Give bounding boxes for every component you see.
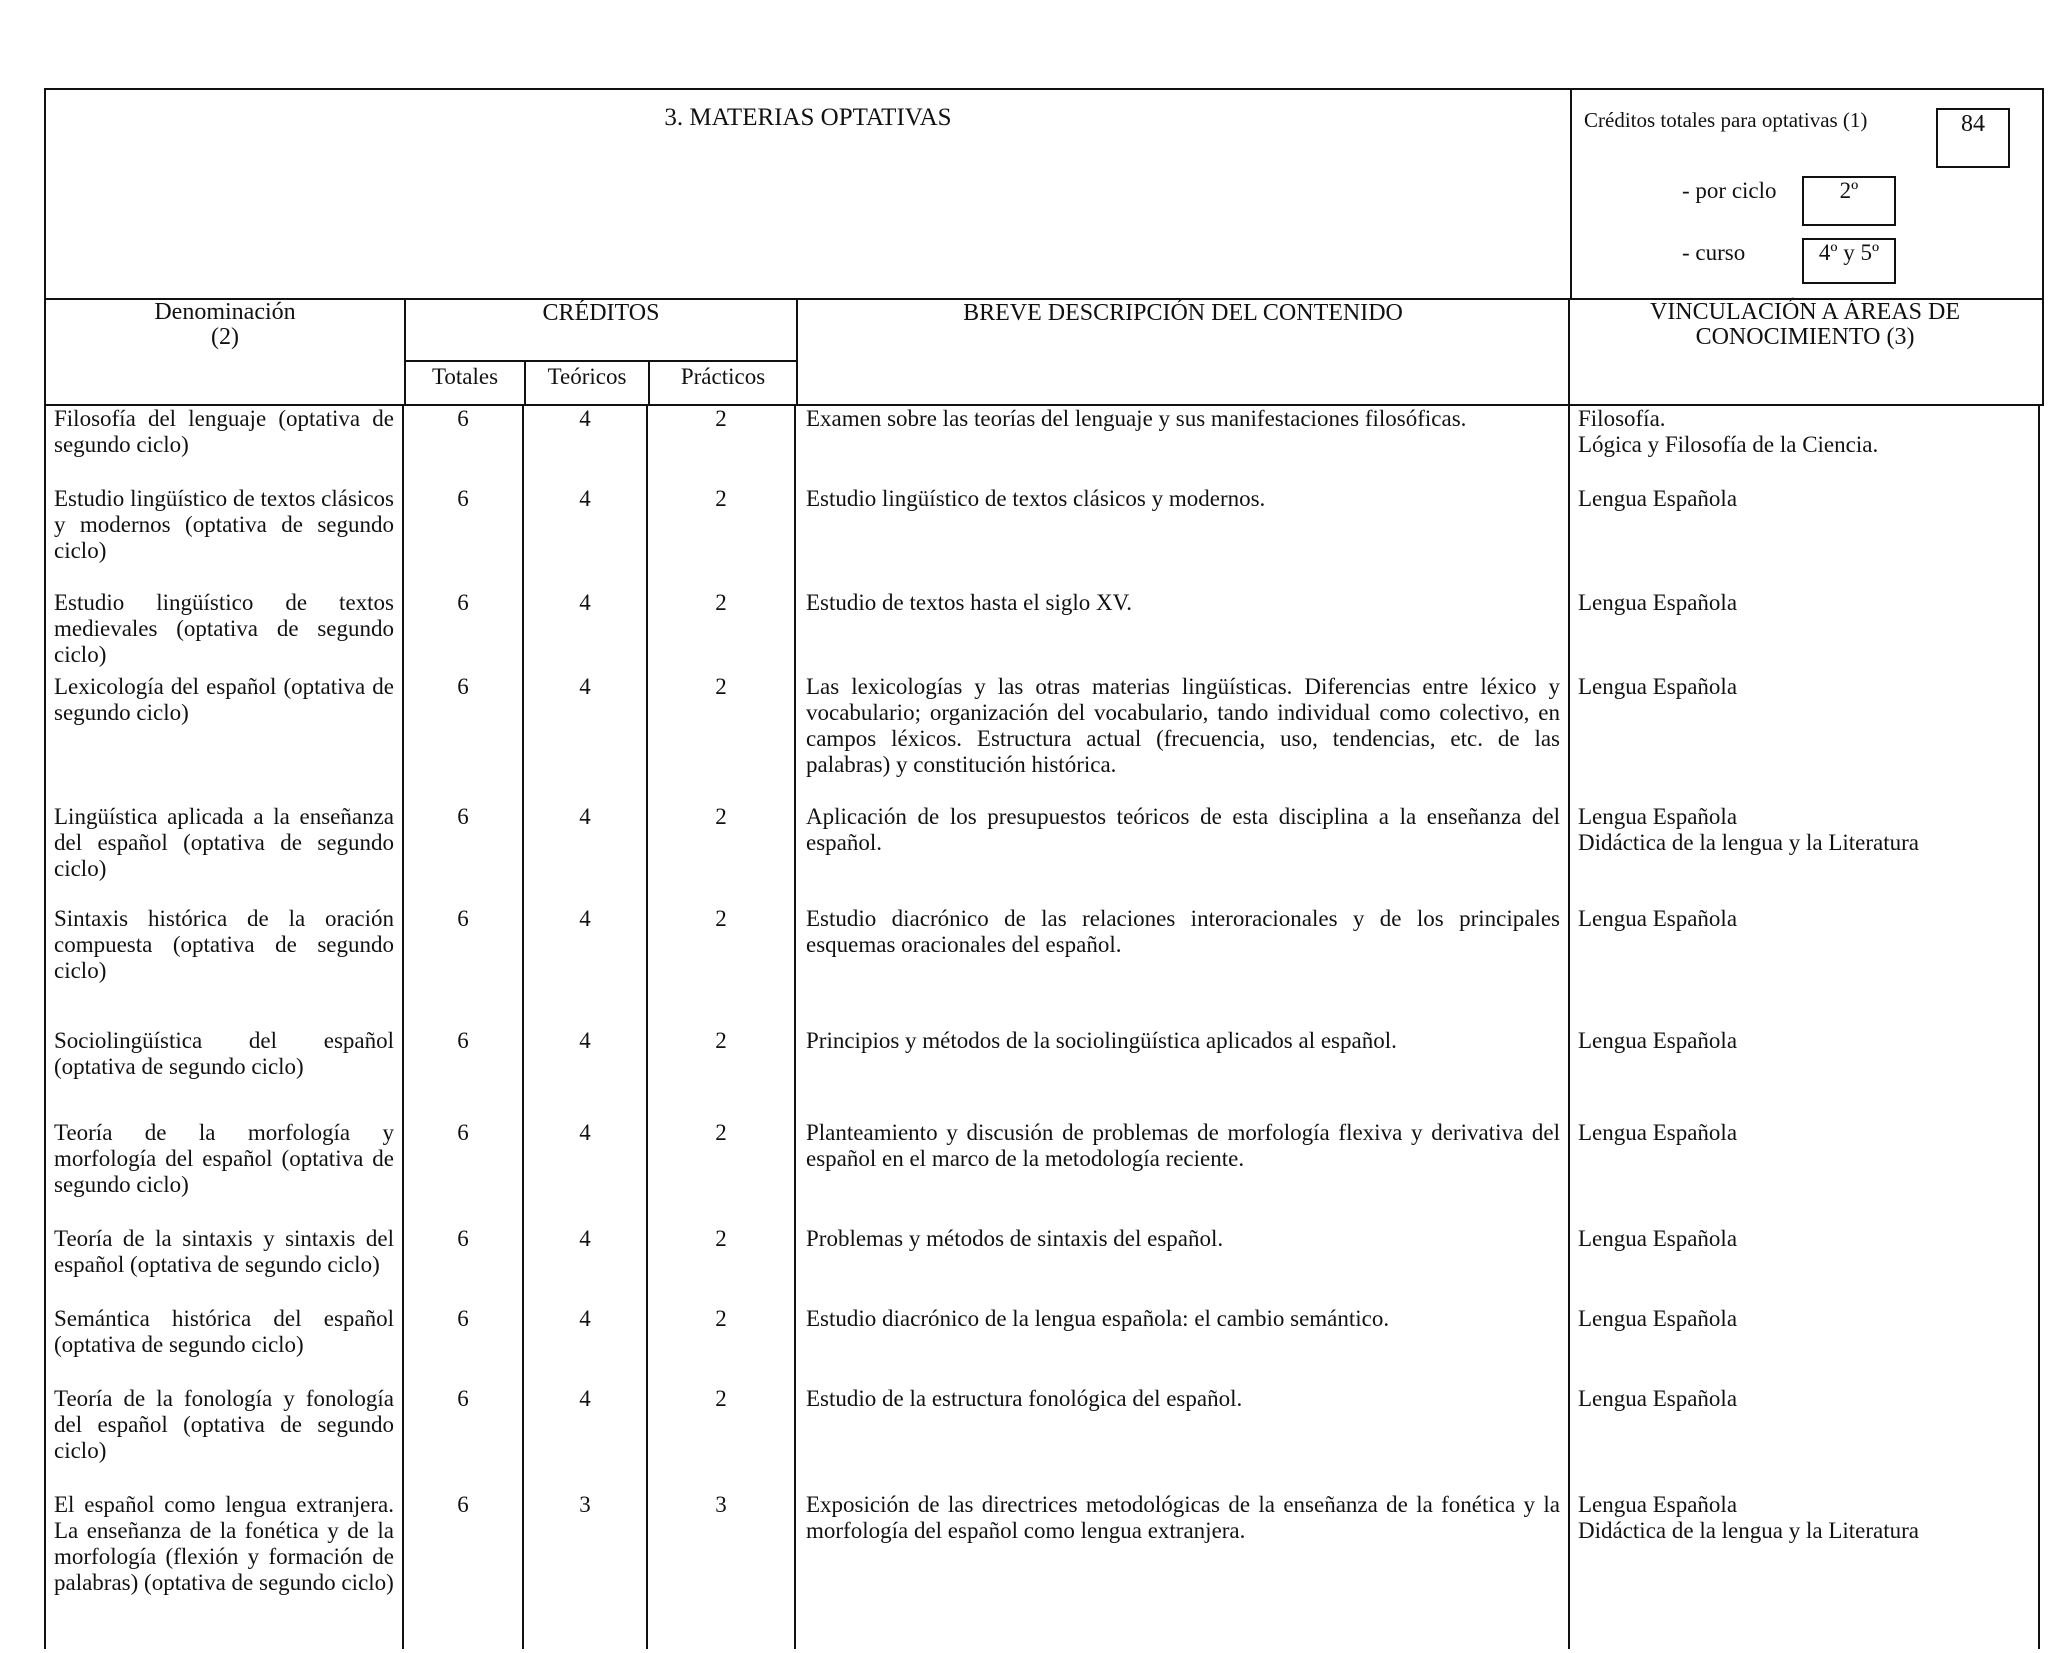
credits-teoricos: 4 xyxy=(579,674,591,699)
knowledge-areas xyxy=(1578,590,2028,616)
subject-name: Teoría de la morfología y morfología del español (optativa de segundo ciclo) xyxy=(54,1120,394,1197)
subject-description: Principios y métodos de la sociolingüística aplicados al español. xyxy=(806,1028,1397,1053)
knowledge-area: Lengua Española xyxy=(1578,1386,1738,1411)
credits-summary xyxy=(1572,90,2042,298)
credits-totales: 6 xyxy=(457,1028,469,1053)
credits-practicos: 2 xyxy=(715,406,727,431)
knowledge-area: Lengua Española xyxy=(1578,674,1738,699)
subject-description: Estudio de textos hasta el siglo XV. xyxy=(806,590,1133,615)
column-creditos xyxy=(406,298,798,404)
subject-description: Planteamiento y discusión de problemas de morfología flexiva y derivativa del español en el marco de la metodología reciente. xyxy=(806,1120,1560,1171)
knowledge-area: Filosofía. xyxy=(1578,406,1666,431)
credits-totales: 6 xyxy=(457,674,469,699)
credits-practicos: 2 xyxy=(715,1386,727,1411)
credits-totales: 6 xyxy=(457,906,469,931)
column-rule xyxy=(44,406,46,1649)
ciclo-value: 2º xyxy=(1802,176,1896,226)
ciclo-label: - por ciclo xyxy=(1682,178,1777,203)
knowledge-areas xyxy=(1578,486,2028,512)
credits-teoricos: 3 xyxy=(579,1492,591,1517)
credits-practicos: 2 xyxy=(715,804,727,829)
knowledge-areas xyxy=(1578,1028,2028,1054)
header-block xyxy=(44,88,2044,300)
credits-totales: 6 xyxy=(457,804,469,829)
subject-name: Sociolingüística del español (optativa de segundo ciclo) xyxy=(54,1028,394,1079)
credits-teoricos: 4 xyxy=(579,804,591,829)
credits-teoricos: 4 xyxy=(579,1306,591,1331)
credits-teoricos: 4 xyxy=(579,590,591,615)
credits-practicos: 2 xyxy=(715,906,727,931)
subject-name: Teoría de la fonología y fonología del español (optativa de segundo ciclo) xyxy=(54,1386,394,1463)
knowledge-area: Lengua Española xyxy=(1578,590,1738,615)
subject-description: Estudio de la estructura fonológica del español. xyxy=(806,1386,1243,1411)
credits-teoricos: 4 xyxy=(579,406,591,431)
knowledge-area: Lógica y Filosofía de la Ciencia. xyxy=(1578,432,1879,457)
credits-practicos: 2 xyxy=(715,1306,727,1331)
curso-label: - curso xyxy=(1682,240,1746,265)
document-page xyxy=(44,88,2042,1653)
subject-description: Las lexicologías y las otras materias lingüísticas. Diferencias entre léxico y vocabulario; organización del vocabulario, tando individual como colectivo, en campos léxicos. Estructura actual (frecuencia, uso, tendencias, etc. de las palabras) y constitución histórica. xyxy=(806,674,1560,777)
subject-name: Lingüística aplicada a la enseñanza del español (optativa de segundo ciclo) xyxy=(54,804,394,881)
column-totales: Totales xyxy=(406,360,526,406)
credits-teoricos: 4 xyxy=(579,486,591,511)
knowledge-area: Didáctica de la lengua y la Literatura xyxy=(1578,1518,1919,1543)
column-denominacion-label: Denominación xyxy=(154,299,296,325)
knowledge-area: Lengua Española xyxy=(1578,1492,1738,1517)
column-creditos-label: CRÉDITOS xyxy=(542,300,660,326)
column-practicos: Prácticos xyxy=(650,360,796,406)
knowledge-area: Lengua Española xyxy=(1578,486,1738,511)
subject-name: Sintaxis histórica de la oración compuesta (optativa de segundo ciclo) xyxy=(54,906,394,983)
column-vinculacion-line2: CONOCIMIENTO (3) xyxy=(1695,324,1915,350)
knowledge-areas xyxy=(1578,406,2028,458)
column-denominacion-note: (2) xyxy=(211,324,239,350)
credits-teoricos: 4 xyxy=(579,906,591,931)
subject-description: Estudio lingüístico de textos clásicos y modernos. xyxy=(806,486,1266,511)
credits-totales: 6 xyxy=(457,486,469,511)
subject-description: Aplicación de los presupuestos teóricos de esta disciplina a la enseñanza del español. xyxy=(806,804,1560,855)
knowledge-areas xyxy=(1578,674,2028,700)
knowledge-area: Lengua Española xyxy=(1578,1226,1738,1251)
subject-name: El español como lengua extranjera. La enseñanza de la fonética y de la morfología (flexión y formación de palabras) (optativa de segundo ciclo) xyxy=(54,1492,394,1595)
total-credits-value: 84 xyxy=(1936,108,2010,168)
column-teoricos: Teóricos xyxy=(526,360,650,406)
knowledge-areas xyxy=(1578,1306,2028,1332)
knowledge-areas xyxy=(1578,1492,2028,1544)
knowledge-area: Lengua Española xyxy=(1578,804,1738,829)
subject-description: Estudio diacrónico de las relaciones interoracionales y de los principales esquemas oracionales del español. xyxy=(806,906,1560,957)
knowledge-areas xyxy=(1578,906,2028,932)
credits-totales: 6 xyxy=(457,1386,469,1411)
header-title-cell xyxy=(46,90,1572,298)
knowledge-area: Lengua Española xyxy=(1578,906,1738,931)
column-vinculacion xyxy=(1570,298,2040,406)
knowledge-area: Didáctica de la lengua y la Literatura xyxy=(1578,830,1919,855)
credits-totales: 6 xyxy=(457,1306,469,1331)
credits-totales: 6 xyxy=(457,1226,469,1251)
subject-name: Estudio lingüístico de textos clásicos y modernos (optativa de segundo ciclo) xyxy=(54,486,394,563)
column-descripcion: BREVE DESCRIPCIÓN DEL CONTENIDO xyxy=(798,298,1570,406)
credits-teoricos: 4 xyxy=(579,1120,591,1145)
knowledge-areas xyxy=(1578,1226,2028,1252)
column-vinculacion-line1: VINCULACIÓN A ÁREAS DE xyxy=(1649,299,1960,325)
knowledge-areas xyxy=(1578,804,2028,856)
table-header xyxy=(44,298,2044,406)
credits-totales: 6 xyxy=(457,406,469,431)
subject-name: Estudio lingüístico de textos medievales (optativa de segundo ciclo) xyxy=(54,590,394,667)
credits-practicos: 3 xyxy=(715,1492,727,1517)
credits-practicos: 2 xyxy=(715,674,727,699)
credits-teoricos: 4 xyxy=(579,1386,591,1411)
page-title: 3. MATERIAS OPTATIVAS xyxy=(664,104,952,131)
subject-description: Exposición de las directrices metodológicas de la enseñanza de la fonética y la morfología del español como lengua extranjera. xyxy=(806,1492,1560,1543)
column-rule xyxy=(2038,406,2040,1649)
knowledge-area: Lengua Española xyxy=(1578,1306,1738,1331)
subject-description: Examen sobre las teorías del lenguaje y sus manifestaciones filosóficas. xyxy=(806,406,1467,431)
subject-name: Lexicología del español (optativa de segundo ciclo) xyxy=(54,674,394,725)
subject-description: Problemas y métodos de sintaxis del español. xyxy=(806,1226,1224,1251)
subject-name: Semántica histórica del español (optativa de segundo ciclo) xyxy=(54,1306,394,1357)
credits-teoricos: 4 xyxy=(579,1226,591,1251)
total-credits-label: Créditos totales para optativas (1) xyxy=(1584,108,1868,132)
credits-practicos: 2 xyxy=(715,1028,727,1053)
credits-practicos: 2 xyxy=(715,1226,727,1251)
curso-value: 4º y 5º xyxy=(1802,238,1896,284)
credits-totales: 6 xyxy=(457,590,469,615)
column-denominacion xyxy=(46,298,406,406)
credits-totales: 6 xyxy=(457,1492,469,1517)
subject-name: Teoría de la sintaxis y sintaxis del español (optativa de segundo ciclo) xyxy=(54,1226,394,1277)
credits-practicos: 2 xyxy=(715,486,727,511)
credits-teoricos: 4 xyxy=(579,1028,591,1053)
knowledge-areas xyxy=(1578,1120,2028,1146)
column-rule xyxy=(794,406,796,1649)
subject-description: Estudio diacrónico de la lengua española: el cambio semántico. xyxy=(806,1306,1390,1331)
subject-name: Filosofía del lenguaje (optativa de segundo ciclo) xyxy=(54,406,394,457)
column-rule xyxy=(1568,406,1570,1649)
knowledge-areas xyxy=(1578,1386,2028,1412)
knowledge-area: Lengua Española xyxy=(1578,1028,1738,1053)
credits-practicos: 2 xyxy=(715,1120,727,1145)
table-body xyxy=(44,406,2042,1653)
credits-practicos: 2 xyxy=(715,590,727,615)
credits-totales: 6 xyxy=(457,1120,469,1145)
knowledge-area: Lengua Española xyxy=(1578,1120,1738,1145)
